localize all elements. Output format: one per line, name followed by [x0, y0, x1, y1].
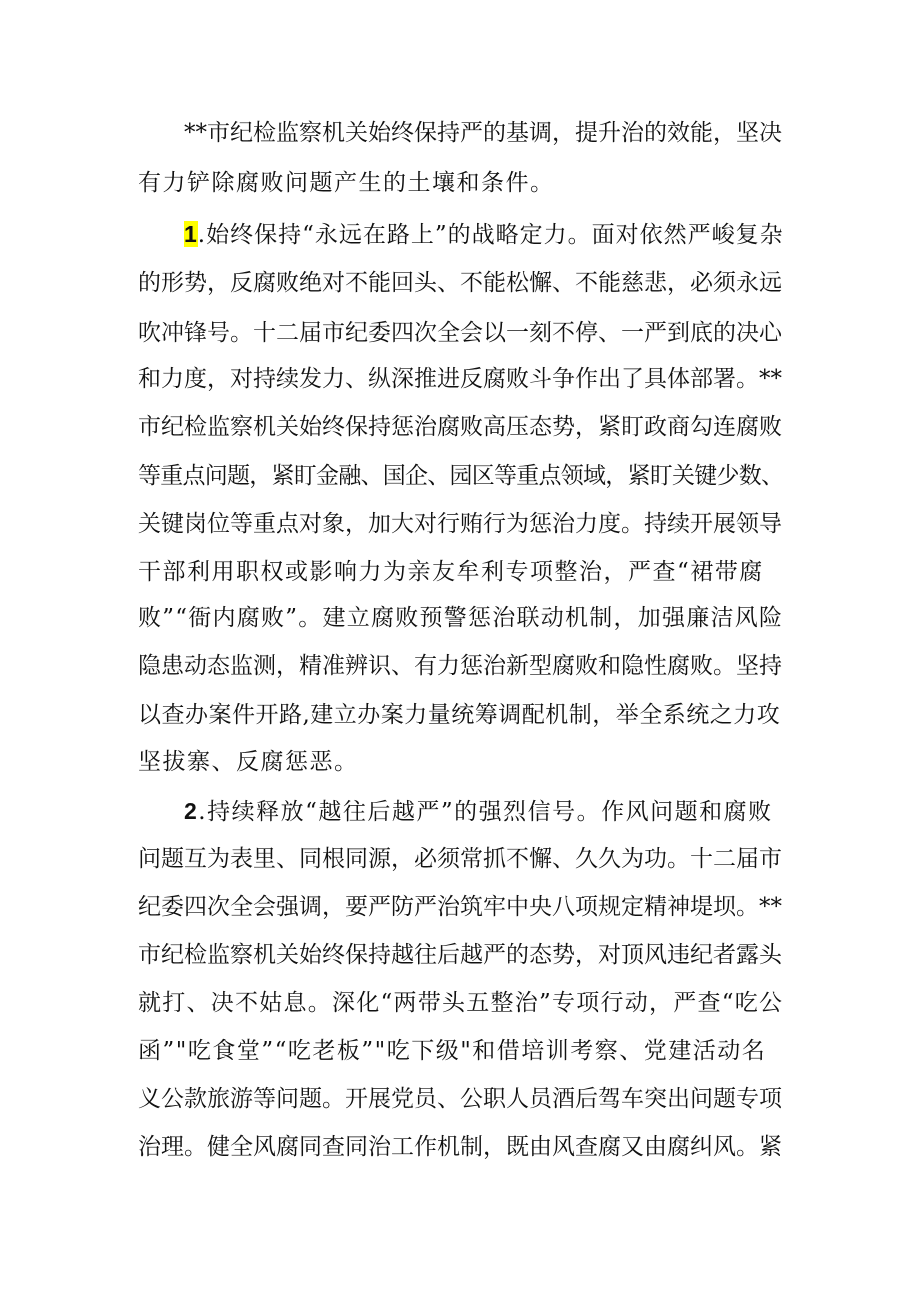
section2-line-7: 义公款旅游等问题。开展党员、公职人员酒后驾车突出问题专项 [138, 1086, 782, 1112]
section2-heading-line [184, 796, 773, 827]
section1-line-10: 隐患动态监测，精准辨识、有力惩治新型腐败和隐性腐败。坚持 [138, 653, 782, 679]
intro-line-1: **市纪检监察机关始终保持严的基调，提升治的效能，坚决 [184, 120, 782, 146]
section1-line-2: 的形势，反腐败绝对不能回头、不能松懈、不能慈悲，必须永远 [138, 270, 782, 296]
section1-line-3: 吹冲锋号。十二届市纪委四次全会以一刻不停、一严到底的决心 [138, 320, 782, 346]
section1-line-5: 市纪检监察机关始终保持惩治腐败高压态势，紧盯政商勾连腐败 [138, 414, 782, 440]
section1-line-4: 和力度，对持续发力、纵深推进反腐败斗争作出了具体部署。** [138, 366, 782, 392]
section1-line-11: 以查办案件开路,建立办案力量统筹调配机制，举全系统之力攻 [138, 702, 781, 728]
section2-line-3: 纪委四次全会强调，要严防严治筑牢中央八项规定精神堤坝。** [138, 894, 782, 920]
section1-number-highlight: 1 [184, 221, 198, 247]
section2-line-4: 市纪检监察机关始终保持越往后越严的态势，对顶风违纪者露头 [138, 942, 782, 968]
section2-line-8: 治理。健全风腐同查同治工作机制，既由风查腐又由腐纠风。紧 [138, 1134, 782, 1160]
section2-number: 2 [184, 798, 199, 824]
section2-line-2: 问题互为表里、同根同源，必须常抓不懈、久久为功。十二届市 [138, 846, 782, 872]
intro-line-2: 有力铲除腐败问题产生的土壤和条件。 [138, 170, 555, 196]
section1-heading-text: .始终保持“永远在路上”的战略定力。面对依然严峻复杂 [197, 222, 784, 248]
section1-heading-line [184, 219, 784, 250]
section1-line-8: 干部利用职权或影响力为亲友牟利专项整治，严查“裙带腐 [138, 559, 764, 585]
section2-line-6: 函”"吃食堂”“吃老板”"吃下级"和借培训考察、党建活动名 [138, 1038, 767, 1064]
section1-line-7: 关键岗位等重点对象，加大对行贿行为惩治力度。持续开展领导 [138, 511, 782, 537]
section2-heading-text: .持续释放“越往后越严”的强烈信号。作风问题和腐败 [198, 799, 773, 825]
section2-line-5: 就打、决不姑息。深化“两带头五整治”专项行动，严查“吃公 [138, 990, 784, 1016]
section1-line-12: 坚拔寨、反腐惩恶。 [138, 749, 359, 775]
section1-line-6: 等重点问题，紧盯金融、国企、园区等重点领域，紧盯关键少数、 [138, 463, 784, 489]
section1-line-9: 败”“衙内腐败”。建立腐败预警惩治联动机制，加强廉洁风险 [138, 605, 784, 631]
